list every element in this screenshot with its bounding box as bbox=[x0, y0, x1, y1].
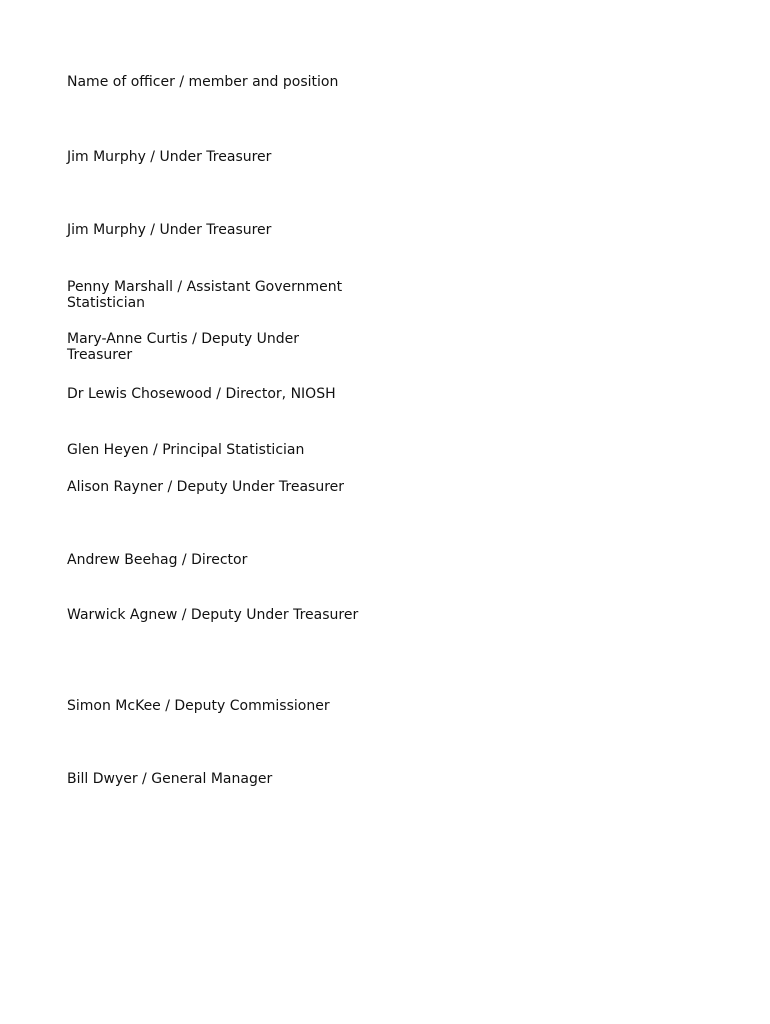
officer-entry: Warwick Agnew / Deputy Under Treasurer bbox=[67, 607, 359, 623]
officer-entry: Bill Dwyer / General Manager bbox=[67, 771, 273, 787]
column-header: Name of officer / member and position bbox=[67, 74, 339, 90]
officer-entry: Alison Rayner / Deputy Under Treasurer bbox=[67, 479, 345, 495]
officer-entry: Dr Lewis Chosewood / Director, NIOSH bbox=[67, 386, 336, 402]
officer-entry: Jim Murphy / Under Treasurer bbox=[67, 149, 272, 165]
officer-entry: Simon McKee / Deputy Commissioner bbox=[67, 698, 330, 714]
officer-entry: Mary-Anne Curtis / Deputy Under Treasurer bbox=[67, 331, 300, 363]
officer-entry: Andrew Beehag / Director bbox=[67, 552, 248, 568]
officer-entry: Jim Murphy / Under Treasurer bbox=[67, 222, 272, 238]
officer-entry: Penny Marshall / Assistant Government Statistician bbox=[67, 279, 343, 311]
officer-entry: Glen Heyen / Principal Statistician bbox=[67, 442, 305, 458]
